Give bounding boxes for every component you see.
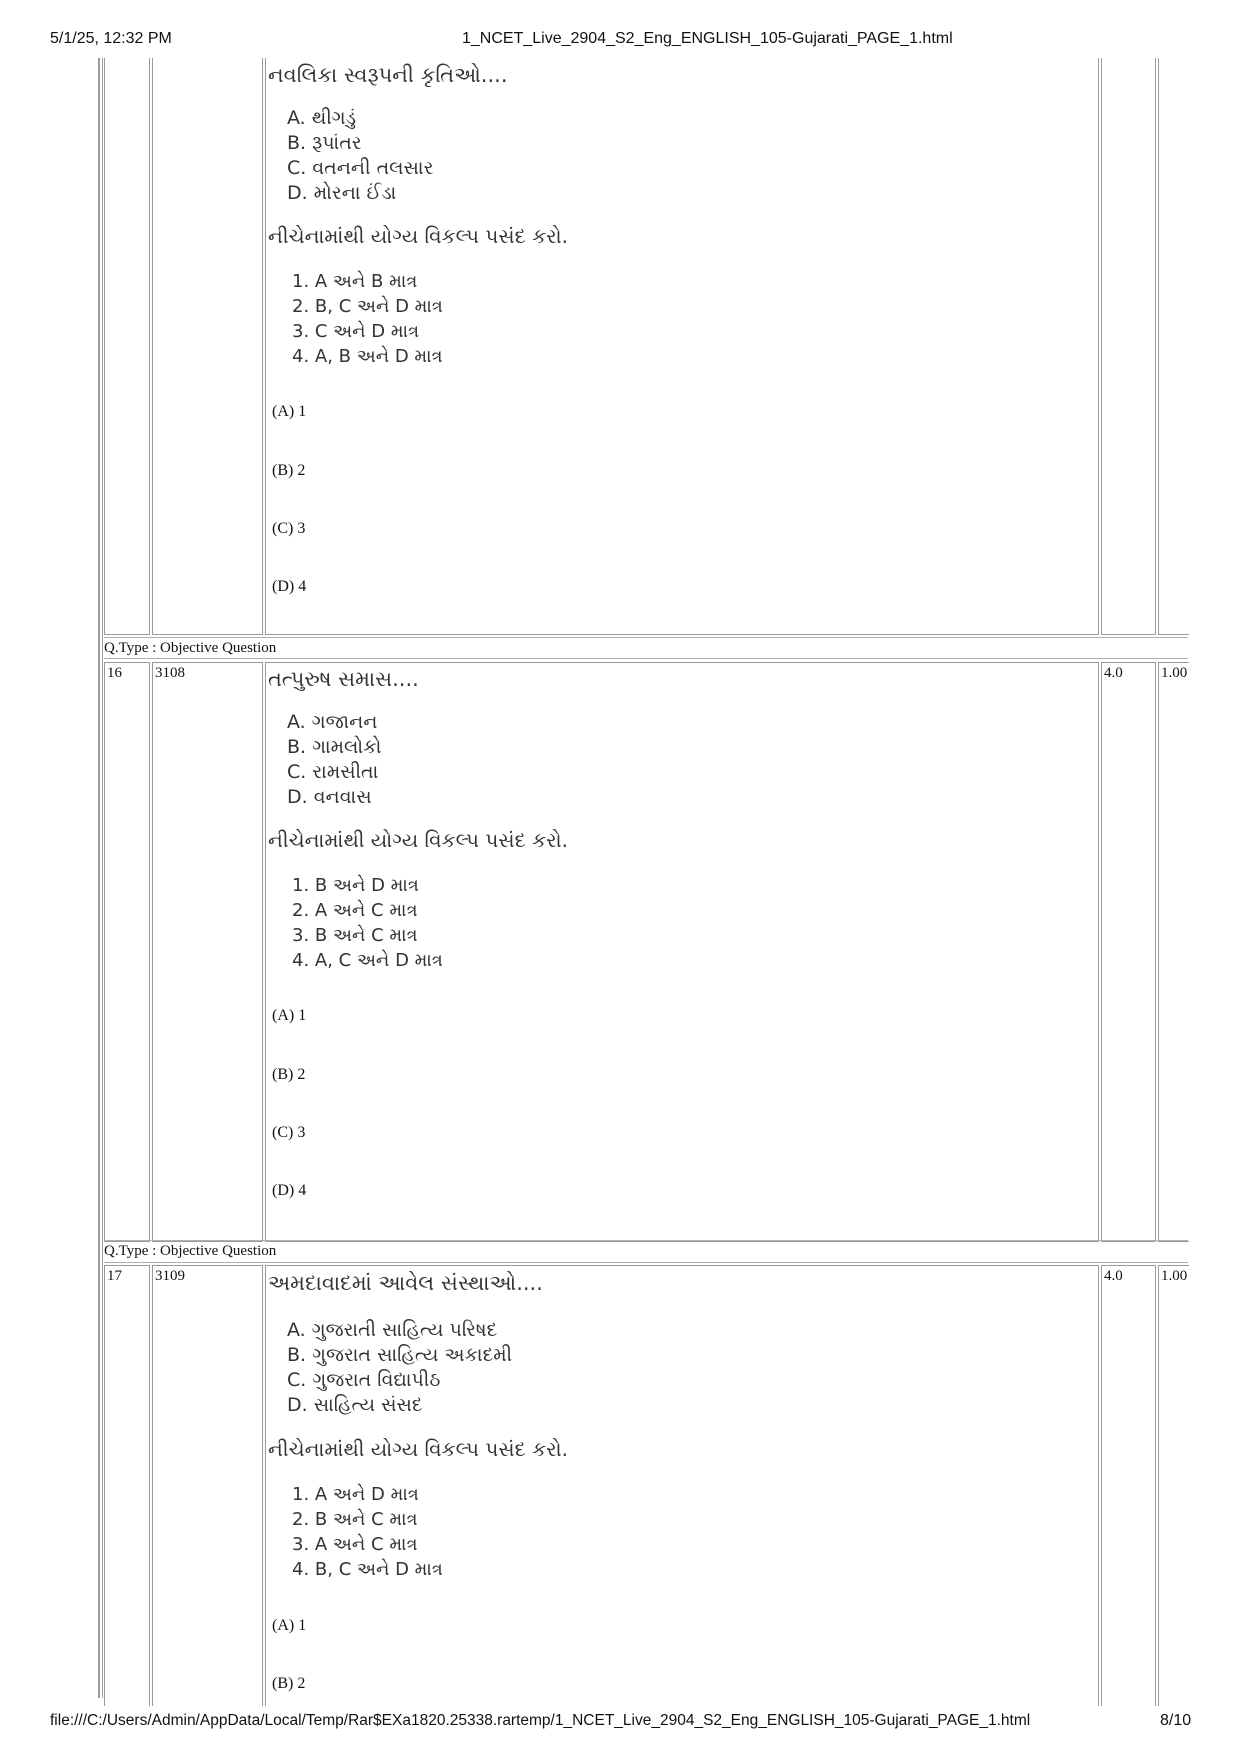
q16-stem: તત્પુરુષ સમાસ.... <box>268 667 419 691</box>
q15-answer-b: (B) 2 <box>272 462 306 479</box>
q15-answer-c: (C) 3 <box>272 520 306 537</box>
q16-item-d: D. વનવાસ <box>287 786 372 808</box>
print-file-path: file:///C:/Users/Admin/AppData/Local/Temp/Rar$EXa1820.25338.rartemp/1_NCET_Live_2904_S2_Eng_ENGLISH_105-Gujarati_PAGE_1.html <box>50 1712 1031 1729</box>
q17-stem: અમદાવાદમાં આવેલ સંસ્થાઓ.... <box>268 1271 543 1295</box>
q17-id: 3109 <box>155 1268 185 1284</box>
q16-answer-c: (C) 3 <box>272 1124 306 1141</box>
q16-marks: 4.0 <box>1104 665 1123 681</box>
q17-choice-4: 4. B, C અને D માત્ર <box>292 1559 443 1580</box>
q16-neg-cell <box>1158 662 1189 1242</box>
qtype-label: Q.Type : Objective Question <box>104 1243 277 1259</box>
q17-answer-b: (B) 2 <box>272 1675 306 1692</box>
q15-answer-a: (A) 1 <box>272 403 307 420</box>
q16-choice-4: 4. A, C અને D માત્ર <box>292 950 443 971</box>
q15-choice-3: 3. C અને D માત્ર <box>292 321 420 342</box>
table-outer-left-inner <box>102 58 103 1698</box>
print-datetime: 5/1/25, 12:32 PM <box>50 30 172 47</box>
q15-item-b: B. રૂપાંતર <box>287 132 362 154</box>
q16-item-a: A. ગજાનન <box>287 711 378 733</box>
q17-negative-marks: 1.00 <box>1161 1268 1188 1284</box>
q16-answer-d: (D) 4 <box>272 1182 307 1199</box>
q16-item-c: C. રામસીતા <box>287 761 379 783</box>
q15-choice-4: 4. A, B અને D માત્ર <box>292 346 443 367</box>
q17-item-c: C. ગુજરાત વિદ્યાપીઠ <box>287 1369 441 1391</box>
q17-instruction: નીચેનામાંથી યોગ્ય વિકલ્પ પસંદ કરો. <box>268 1437 568 1461</box>
q15-item-c: C. વતનની તલસાર <box>287 157 434 179</box>
q15-instruction: નીચેનામાંથી યોગ્ય વિકલ્પ પસંદ કરો. <box>268 224 568 248</box>
q16-marks-cell <box>1101 662 1156 1242</box>
q16-number: 16 <box>107 665 122 681</box>
q16-choice-3: 3. B અને C માત્ર <box>292 925 418 946</box>
print-page-number: 8/10 <box>1160 1712 1192 1729</box>
q17-marks: 4.0 <box>1104 1268 1123 1284</box>
q15-marks-cell <box>1101 58 1156 635</box>
table-outer-left <box>98 58 100 1698</box>
qtype-row-border <box>104 658 1188 659</box>
q16-answer-b: (B) 2 <box>272 1066 306 1083</box>
q16-instruction: નીચેનામાંથી યોગ્ય વિકલ્પ પસંદ કરો. <box>268 828 568 852</box>
q15-choice-1: 1. A અને B માત્ર <box>292 271 418 292</box>
q17-choice-2: 2. B અને C માત્ર <box>292 1509 418 1530</box>
q16-item-b: B. ગામલોકો <box>287 736 382 758</box>
q17-choice-1: 1. A અને D માત્ર <box>292 1484 419 1505</box>
q17-no-cell <box>104 1265 150 1706</box>
q17-item-b: B. ગુજરાત સાહિત્ય અકાદમી <box>287 1344 513 1366</box>
q17-id-cell <box>152 1265 263 1706</box>
print-title: 1_NCET_Live_2904_S2_Eng_ENGLISH_105-Gujarati_PAGE_1.html <box>462 30 953 47</box>
qtype-row-border <box>104 1262 1188 1263</box>
q16-id-cell <box>152 662 263 1242</box>
q15-item-d: D. મોરના ઈંડા <box>287 182 397 204</box>
q15-neg-cell <box>1158 58 1189 635</box>
q15-stem: નવલિકા સ્વરૂપની કૃતિઓ.... <box>268 63 508 87</box>
qtype-row-border <box>104 637 1188 638</box>
q16-answer-a: (A) 1 <box>272 1007 307 1024</box>
q16-choice-2: 2. A અને C માત્ર <box>292 900 418 921</box>
q17-neg-cell <box>1158 1265 1189 1706</box>
qtype-label: Q.Type : Objective Question <box>104 640 277 656</box>
q15-id-cell <box>152 58 263 635</box>
qtype-row-border <box>104 1240 1188 1241</box>
q15-choice-2: 2. B, C અને D માત્ર <box>292 296 443 317</box>
q16-choice-1: 1. B અને D માત્ર <box>292 875 419 896</box>
q15-answer-d: (D) 4 <box>272 578 307 595</box>
q17-choice-3: 3. A અને C માત્ર <box>292 1534 418 1555</box>
q17-number: 17 <box>107 1268 122 1284</box>
q17-item-a: A. ગુજરાતી સાહિત્ય પરિષદ <box>287 1319 498 1341</box>
q16-id: 3108 <box>155 665 185 681</box>
q15-no-cell <box>104 58 150 635</box>
q15-item-a: A. થીગડું <box>287 107 357 129</box>
q17-answer-a: (A) 1 <box>272 1617 307 1634</box>
q16-no-cell <box>104 662 150 1242</box>
q17-marks-cell <box>1101 1265 1156 1706</box>
q17-item-d: D. સાહિત્ય સંસદ <box>287 1394 423 1416</box>
q16-negative-marks: 1.00 <box>1161 665 1188 681</box>
